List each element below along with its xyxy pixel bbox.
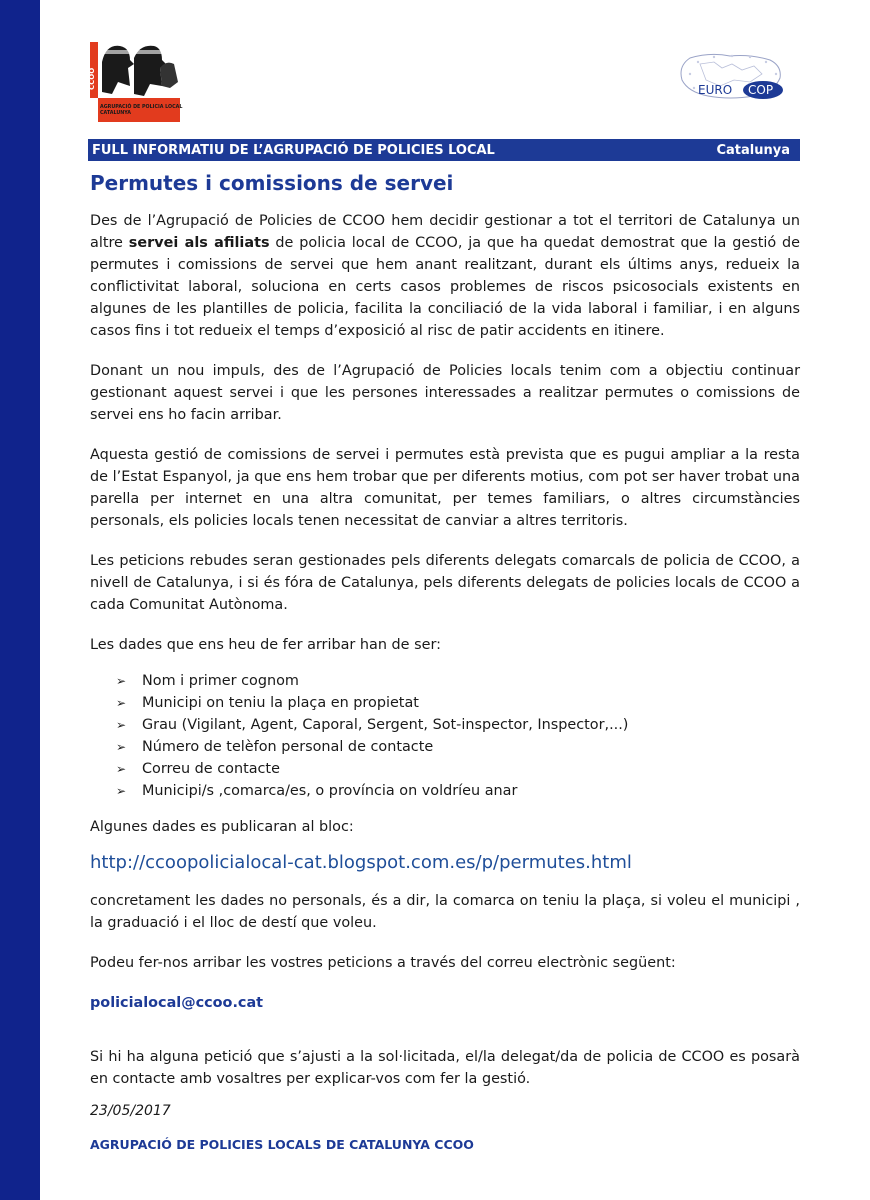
svg-text:COP: COP [748,83,774,97]
eurocop-logo [670,52,794,104]
document-title: Permutes i comissions de servei [90,171,454,195]
svg-text:CCOO: CCOO [88,67,96,90]
list-item-text: Grau (Vigilant, Agent, Caporal, Sergent, Sot-inspector, Inspector,...) [142,717,629,733]
list-item [116,780,800,802]
ccoo-police-logo [88,42,183,122]
paragraph-published-data: concretament les dades no personals, és a dir, la comarca on teniu la plaça, si voleu el municipi , la graduació i el lloc de destí que voleu. [90,893,800,931]
arrow-bullet-icon: ➢ [116,718,127,732]
paragraph-intro-text-b: de policia local de CCOO, ja que ha quedat demostrat que la gestió de permutes i comissions de servei que hem anant realitzant, durant els últims anys, redueix la conflictivitat laboral, soluciona en certs casos problemes de riscos psicosocials existents en algunes de les plantilles de policia, facilita la conciliació de la vida laboral i familiar, i en alguns casos fins i tot redueix el temps d’exposició al risc de patir accidents en itinere. [90,235,801,339]
left-margin-bar [0,0,40,1200]
list-item-text: Nom i primer cognom [142,673,299,689]
paragraph-intro-bold: servei als afiliats [128,235,270,251]
list-item [116,670,800,692]
document-date: 23/05/2017 [90,1103,171,1119]
paragraph-email-intro: Podeu fer-nos arribar les vostres peticions a través del correu electrònic següent: [90,955,676,971]
footer-organization: AGRUPACIÓ DE POLICIES LOCALS DE CATALUNYA CCOO [90,1137,474,1152]
svg-text:AGRUPACIÓ DE POLICIA LOCAL: AGRUPACIÓ DE POLICIA LOCAL [100,105,183,110]
header-banner [88,139,800,161]
header-title: FULL INFORMATIU DE L’AGRUPACIÓ DE POLICIES LOCAL [92,142,495,158]
list-item [116,736,800,758]
paragraph-data-intro: Les dades que ens heu de fer arribar han de ser: [90,637,441,653]
arrow-bullet-icon: ➢ [116,784,127,798]
list-item [116,692,800,714]
arrow-bullet-icon: ➢ [116,696,127,710]
document-body [90,210,800,1108]
paragraph-intro-text-a: Des de l’Agrupació de Policies de CCOO hem decidir gestionar a tot el territori de Catalunya un altre [90,213,800,251]
paragraph-blog-intro: Algunes dades es publicaran al bloc: [90,819,354,835]
paragraph-closing: Si hi ha alguna petició que s’ajusti a la sol·licitada, el/la delegat/da de policia de CCOO es posarà en contacte amb vosaltres per explicar-vos com fer la gestió. [90,1049,800,1087]
contact-email-link[interactable]: policialocal@ccoo.cat [90,995,264,1011]
arrow-bullet-icon: ➢ [116,762,127,776]
svg-text:EURO: EURO [698,83,733,97]
header-region: Catalunya [716,142,790,158]
arrow-bullet-icon: ➢ [116,674,127,688]
blog-link[interactable]: http://ccoopolicialocal-cat.blogspot.com.es/p/permutes.html [90,852,632,873]
svg-text:CATALUNYA: CATALUNYA [100,111,131,116]
list-item-text: Número de telèfon personal de contacte [142,739,434,755]
required-data-list [116,670,800,802]
list-item [116,758,800,780]
arrow-bullet-icon: ➢ [116,740,127,754]
list-item-text: Correu de contacte [142,761,280,777]
paragraph-intro [90,210,800,342]
paragraph-delegates: Les peticions rebudes seran gestionades pels diferents delegats comarcals de policia de CCOO, a nivell de Catalunya, i si és fóra de Catalunya, pels diferents delegats de policies locals de CCOO a cada Comunitat Autònoma. [90,553,800,613]
paragraph-impulse: Donant un nou impuls, des de l’Agrupació de Policies locals tenim com a objectiu continuar gestionant aquest servei i que les persones interessades a realitzar permutes o comissions de servei ens ho facin arribar. [90,363,800,423]
list-item-text: Municipi/s ,comarca/es, o província on voldríeu anar [142,783,518,799]
paragraph-spain: Aquesta gestió de comissions de servei i permutes està prevista que es pugui ampliar a la resta de l’Estat Espanyol, ja que ens hem trobar que per diferents motius, com pot ser haver trobat una parella per internet en una altra comunitat, per temes familiars, o altres circumstàncies personals, els policies locals tenen necessitat de canviar a altres territoris. [90,447,800,529]
list-item-text: Municipi on teniu la plaça en propietat [142,695,419,711]
list-item [116,714,800,736]
